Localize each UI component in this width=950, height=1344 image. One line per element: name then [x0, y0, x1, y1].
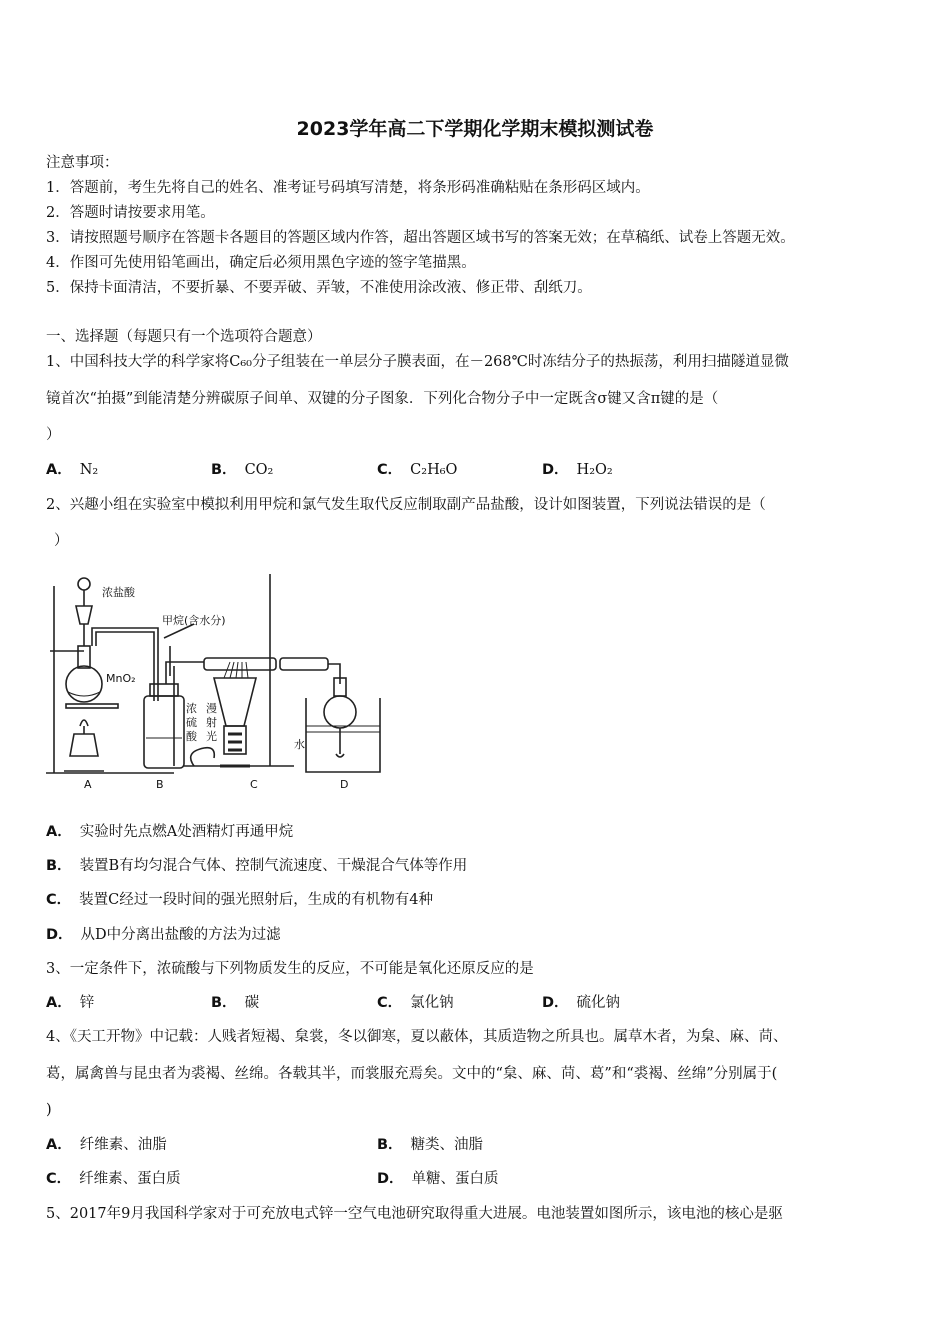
- label-methane: 甲烷(含水分): [162, 614, 226, 627]
- label-b: B: [156, 778, 164, 791]
- label-light: 射: [206, 716, 217, 729]
- question-1-stem: ）: [46, 427, 61, 443]
- label-h2so4: 浓: [186, 702, 197, 715]
- question-3-option-c[interactable]: C． 氯化钠: [377, 995, 454, 1011]
- question-1-stem: 镜首次“拍摄”到能清楚分辨碳原子间单、双键的分子图象．下列化合物分子中一定既含σ键又含π键的是（: [46, 391, 719, 407]
- question-1-option-d[interactable]: D． H₂O₂: [542, 462, 613, 478]
- label-mno2: MnO₂: [106, 672, 136, 685]
- notice-item: 5．保持卡面清洁，不要折暴、不要弄破、弄皱，不准使用涂改液、修正带、刮纸刀。: [46, 280, 592, 296]
- question-2-option-a[interactable]: A． 实验时先点燃A处酒精灯再通甲烷: [46, 824, 294, 840]
- question-2-option-c[interactable]: C． 装置C经过一段时间的强光照射后，生成的有机物有4种: [46, 892, 433, 908]
- label-hcl: 浓盐酸: [102, 586, 135, 599]
- label-c: C: [250, 778, 258, 791]
- question-1-option-b[interactable]: B． CO₂: [211, 462, 274, 478]
- question-4-stem: 葛，属禽兽与昆虫者为裘褐、丝绵。各载其半，而裳服充焉矣。文中的“枲、麻、苘、葛”和“裘褐、丝绵”分别属于(: [46, 1066, 778, 1082]
- question-3-option-b[interactable]: B． 碳: [211, 995, 260, 1011]
- question-1-stem: 1、中国科技大学的科学家将C₆₀分子组装在一单层分子膜表面，在－268℃时冻结分子的热振荡，利用扫描隧道显微: [46, 354, 789, 370]
- question-4-stem: 4、《天工开物》中记载：人贱者短褐、枲裳，冬以御寒，夏以蔽体，其质造物之所具也。属草木者，为枲、麻、苘、: [46, 1029, 788, 1045]
- page-title: 2023学年高二下学期化学期末模拟测试卷: [296, 118, 654, 140]
- question-2-option-d[interactable]: D． 从D中分离出盐酸的方法为过滤: [46, 927, 281, 943]
- question-3-option-a[interactable]: A． 锌: [46, 995, 95, 1011]
- label-water: 水: [294, 738, 305, 751]
- label-d: D: [340, 778, 349, 791]
- notice-item: 3．请按照题号顺序在答题卡各题目的答题区域内作答，超出答题区域书写的答案无效；在草稿纸、试卷上答题无效。: [46, 230, 795, 246]
- question-5-stem: 5、2017年9月我国科学家对于可充放电式锌一空气电池研究取得重大进展。电池装置如图所示，该电池的核心是驱: [46, 1206, 783, 1222]
- notice-heading: 注意事项：: [46, 155, 119, 171]
- question-3-option-d[interactable]: D． 硫化钠: [542, 995, 621, 1011]
- label-light: 光: [206, 730, 217, 743]
- label-h2so4: 酸: [186, 730, 197, 743]
- notice-item: 4．作图可先使用铅笔画出，确定后必须用黑色字迹的签字笔描黑。: [46, 255, 476, 271]
- label-h2so4: 硫: [186, 716, 197, 729]
- notice-item: 2．答题时请按要求用笔。: [46, 205, 215, 221]
- question-1-option-c[interactable]: C． C₂H₆O: [377, 462, 458, 478]
- question-4-option-c[interactable]: C． 纤维素、蛋白质: [46, 1171, 181, 1187]
- question-2-stem: ）: [54, 533, 69, 549]
- label-a: A: [84, 778, 92, 791]
- question-4-option-b[interactable]: B． 糖类、油脂: [377, 1137, 484, 1153]
- notice-item: 1．答题前，考生先将自己的姓名、准考证号码填写清楚，将条形码准确粘贴在条形码区域内。: [46, 180, 650, 196]
- question-1-option-a[interactable]: A． N₂: [46, 462, 99, 478]
- question-4-option-d[interactable]: D． 单糖、蛋白质: [377, 1171, 499, 1187]
- label-light: 漫: [206, 702, 217, 715]
- question-4-option-a[interactable]: A． 纤维素、油脂: [46, 1137, 167, 1153]
- section-heading: 一、选择题（每题只有一个选项符合题意）: [46, 329, 322, 345]
- question-3-stem: 3、一定条件下，浓硫酸与下列物质发生的反应，不可能是氧化还原反应的是: [46, 961, 534, 977]
- question-2-stem: 2、兴趣小组在实验室中模拟利用甲烷和氯气发生取代反应制取副产品盐酸，设计如图装置，下列说法错误的是（: [46, 497, 766, 513]
- apparatus-diagram: [44, 566, 384, 794]
- question-4-stem: ): [46, 1102, 52, 1118]
- question-2-option-b[interactable]: B． 装置B有均匀混合气体、控制气流速度、干燥混合气体等作用: [46, 858, 468, 874]
